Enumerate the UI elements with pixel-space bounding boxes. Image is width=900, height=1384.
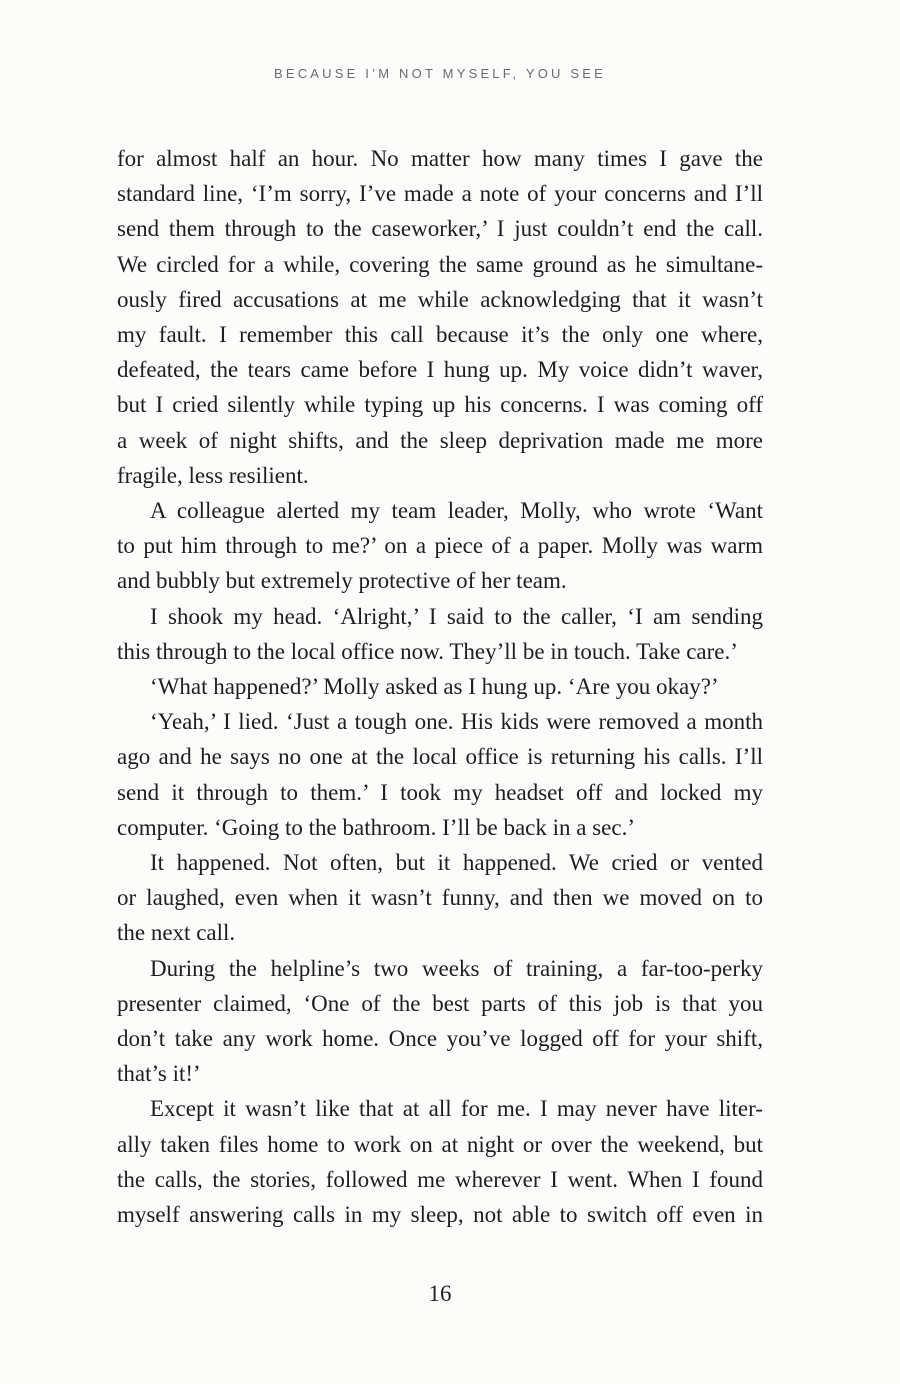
- text-line: computer. ‘Going to the bathroom. I’ll be back in a sec.’: [117, 814, 635, 840]
- text-line: send it through to them.’ I took my headset off and locked my: [117, 779, 763, 805]
- text-line: this through to the local office now. They’ll be in touch. Take care.’: [117, 638, 738, 664]
- text-line: that’s it!’: [117, 1061, 201, 1087]
- text-line: Except it wasn’t like that at all for me. I may never have liter-: [150, 1096, 763, 1122]
- text-line: a week of night shifts, and the sleep deprivation made me more: [117, 427, 763, 453]
- text-line: ago and he says no one at the local office is returning his calls. I’ll: [117, 744, 763, 770]
- text-line: send them through to the caseworker,’ I just couldn’t end the call.: [117, 216, 763, 242]
- text-line: my fault. I remember this call because it’s the only one where,: [117, 322, 763, 348]
- text-line: We circled for a while, covering the same ground as he simultane-: [117, 251, 763, 277]
- text-line: don’t take any work home. Once you’ve logged off for your shift,: [117, 1026, 763, 1052]
- text-line: for almost half an hour. No matter how many times I gave the: [117, 146, 763, 171]
- text-line: myself answering calls in my sleep, not able to switch off even in: [117, 1202, 763, 1228]
- text-line: It happened. Not often, but it happened. We cried or vented: [150, 850, 763, 876]
- text-line: presenter claimed, ‘One of the best parts of this job is that you: [117, 990, 763, 1016]
- text-line: A colleague alerted my team leader, Molly, who wrote ‘Want: [150, 498, 763, 524]
- text-line: I shook my head. ‘Alright,’ I said to the caller, ‘I am sending: [150, 603, 763, 629]
- body-text: [117, 141, 763, 1232]
- page-number: 16: [428, 1281, 452, 1306]
- text-line: the next call.: [117, 920, 236, 946]
- text-line: ‘What happened?’ Molly asked as I hung up. ‘Are you okay?’: [150, 674, 719, 700]
- text-line: and bubbly but extremely protective of her team.: [117, 568, 567, 594]
- text-line: ously fired accusations at me while acknowledging that it wasn’t: [117, 286, 763, 312]
- text-line: but I cried silently while typing up his concerns. I was coming off: [117, 392, 763, 418]
- text-line: defeated, the tears came before I hung up. My voice didn’t waver,: [117, 357, 763, 383]
- text-line: to put him through to me?’ on a piece of a paper. Molly was warm: [117, 533, 763, 559]
- text-line: the calls, the stories, followed me wherever I went. When I found: [117, 1166, 763, 1192]
- text-line: ‘Yeah,’ I lied. ‘Just a tough one. His kids were removed a month: [150, 709, 763, 735]
- text-line: fragile, less resilient.: [117, 462, 309, 488]
- text-line: ally taken files home to work on at night or over the weekend, but: [117, 1131, 763, 1157]
- text-line: During the helpline’s two weeks of training, a far-too-perky: [150, 955, 763, 981]
- text-line: standard line, ‘I’m sorry, I’ve made a note of your concerns and I’ll: [117, 181, 763, 207]
- running-header: BECAUSE I’M NOT MYSELF, YOU SEE: [273, 66, 607, 81]
- text-line: or laughed, even when it wasn’t funny, and then we moved on to: [117, 885, 763, 911]
